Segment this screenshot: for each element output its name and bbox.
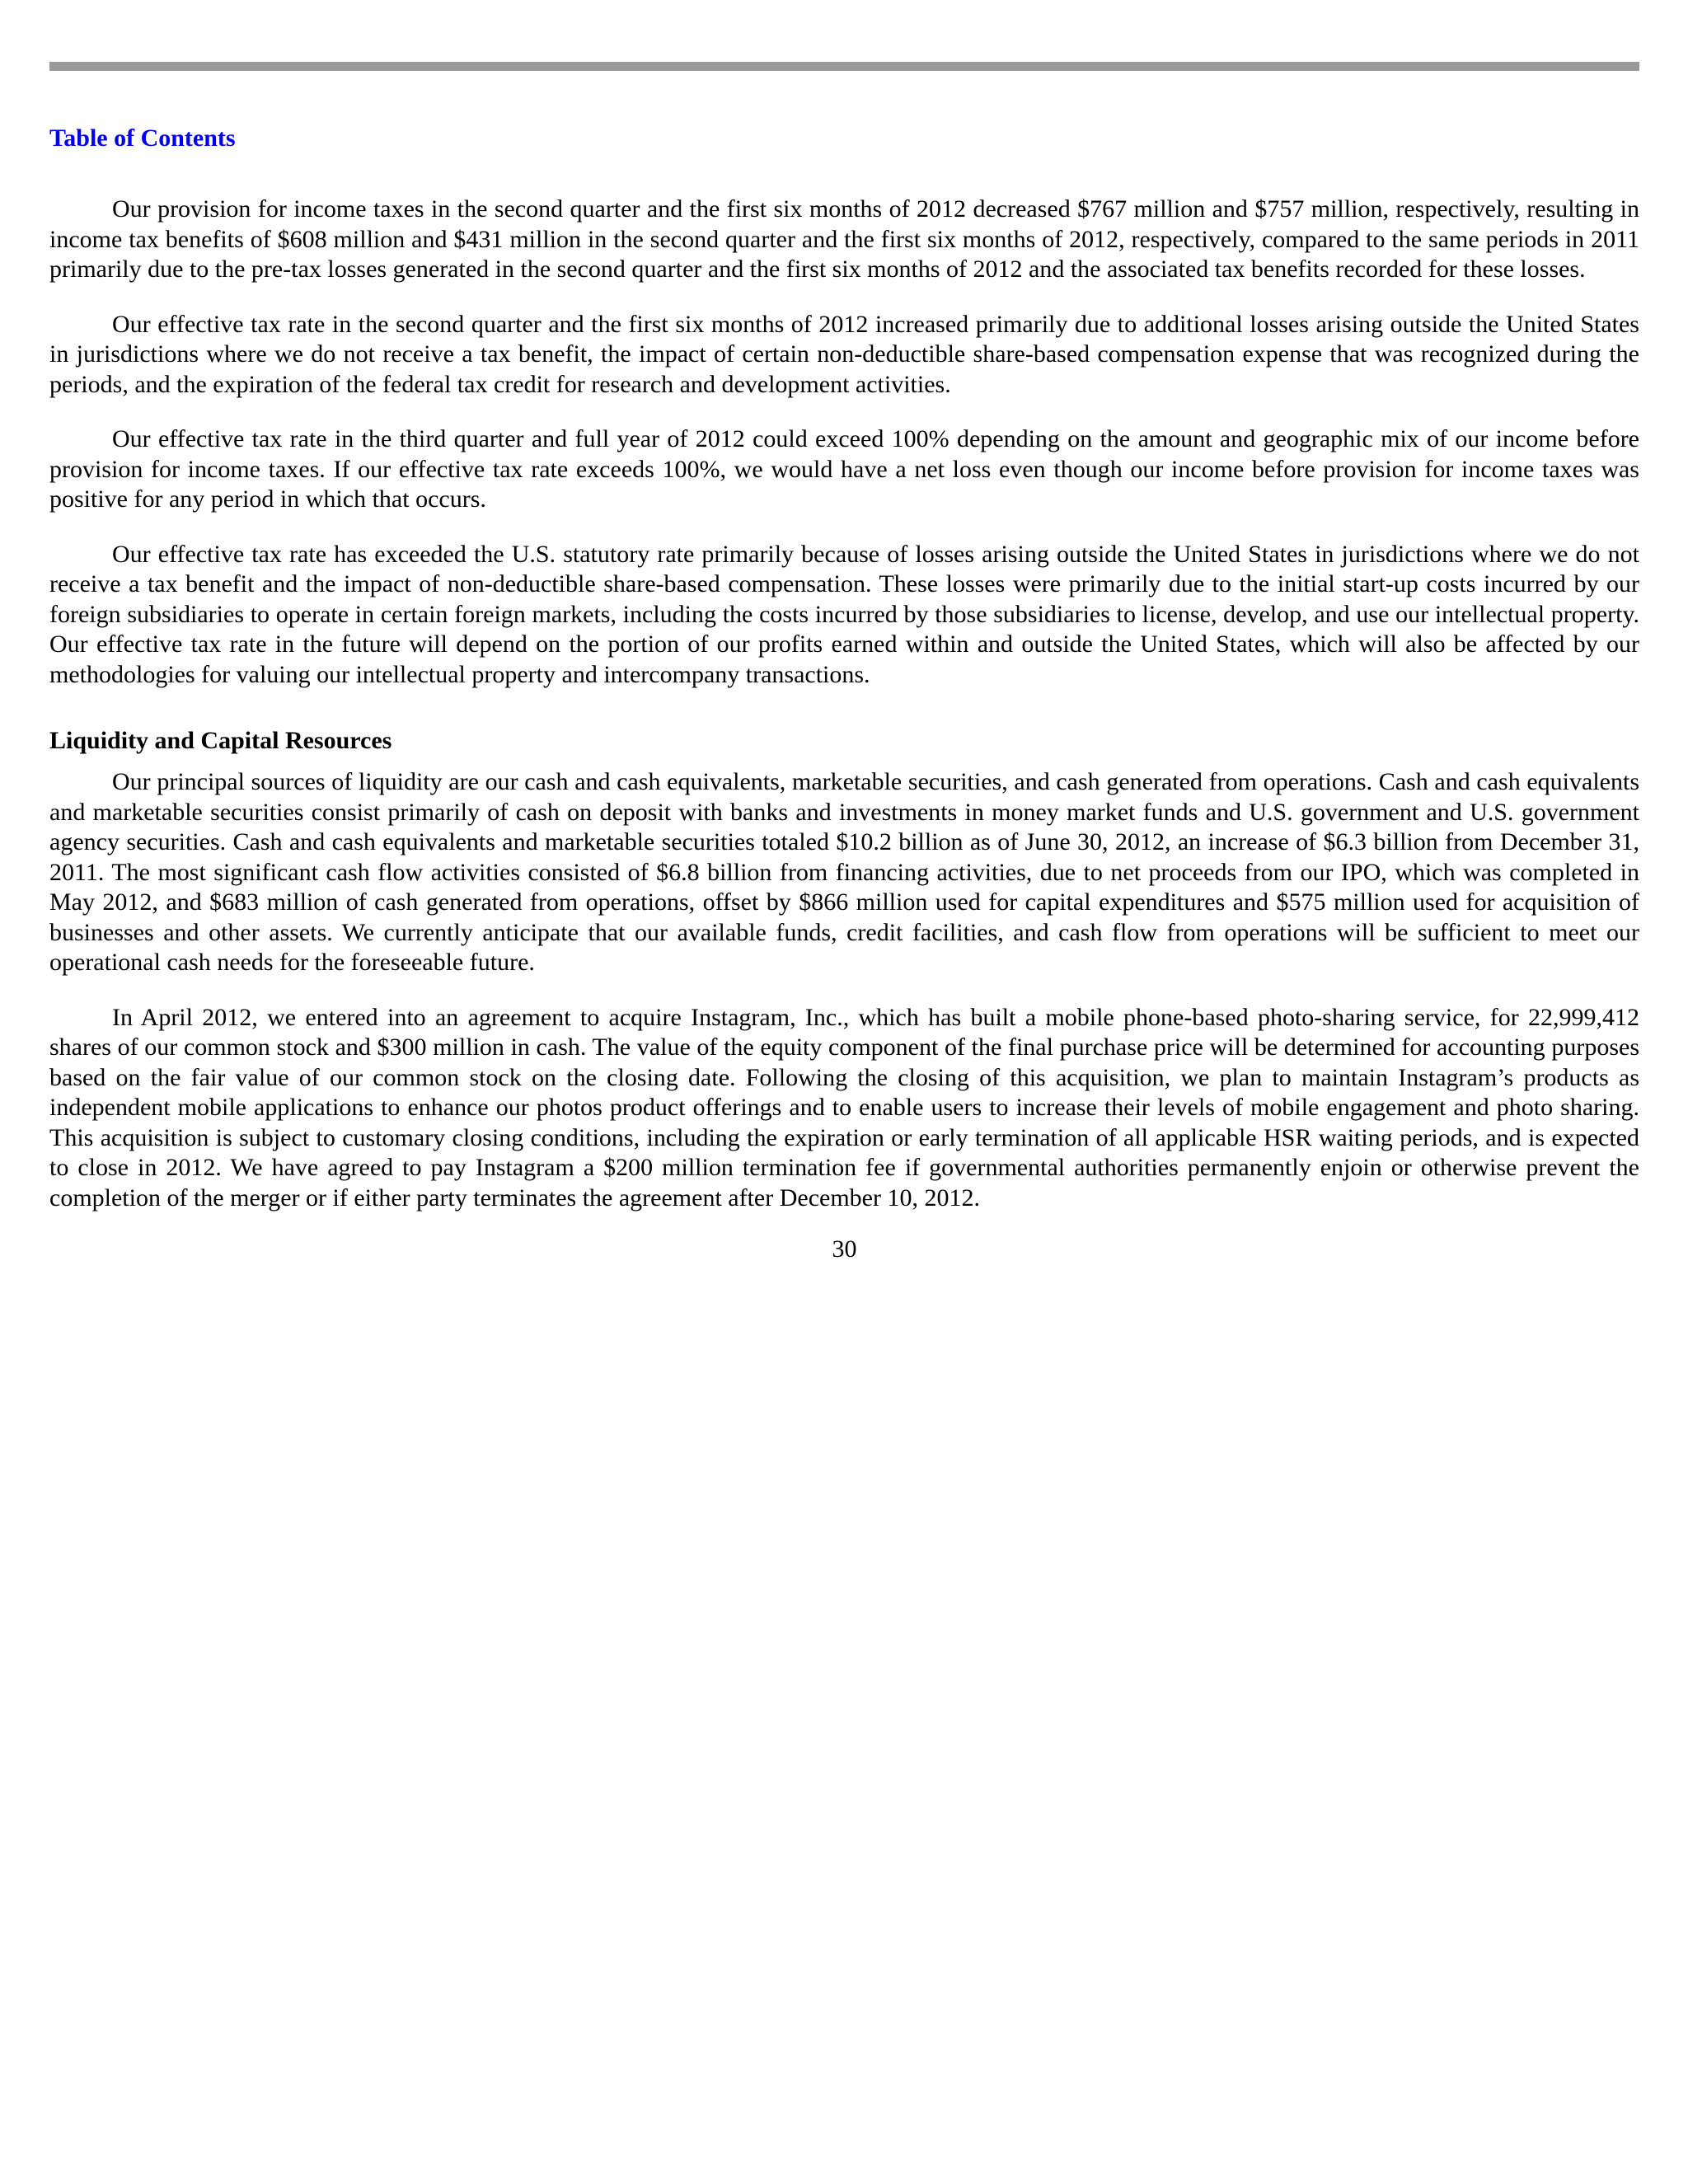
paragraph-effective-tax-rate-outlook: Our effective tax rate in the third quarter and full year of 2012 could exceed 100% depending on the amount and geographic mix of our income before provision for income taxes. If our effective tax rate exceeds 100%, we would have a net loss even though our income before provision for income taxes was positive for any period in which that occurs. <box>49 425 1639 513</box>
document-body <box>49 194 1639 1264</box>
paragraph-sources-of-liquidity: Our principal sources of liquidity are our cash and cash equivalents, marketable securities, and cash generated from operations. Cash and cash equivalents and marketable securities consist primarily of cash on deposit with banks and investments in money market funds and U.S. government and U.S. government agency securities. Cash and cash equivalents and marketable securities totaled $10.2 billion as of June 30, 2012, an increase of $6.3 billion from December 31, 2011. The most significant cash flow activities consisted of $6.8 billion from financing activities, due to net proceeds from our IPO, which was completed in May 2012, and $683 million of cash generated from operations, offset by $866 million used for capital expenditures and $575 million used for acquisition of businesses and other assets. We currently anticipate that our available funds, credit facilities, and cash flow from operations will be sufficient to meet our operational cash needs for the foreseeable future. <box>49 768 1639 976</box>
paragraph-income-tax-provision: Our provision for income taxes in the second quarter and the first six months of 2012 decreased $767 million and $757 million, respectively, resulting in income tax benefits of $608 million and $431 million in the second quarter and the first six months of 2012, respectively, compared to the same periods in 2011 primarily due to the pre-tax losses generated in the second quarter and the first six months of 2012 and the associated tax benefits recorded for these losses. <box>49 195 1639 283</box>
table-of-contents-link[interactable]: Table of Contents <box>49 124 236 152</box>
paragraph-statutory-rate: Our effective tax rate has exceeded the U.S. statutory rate primarily because of losses arising outside the United States in jurisdictions where we do not receive a tax benefit and the impact of non-deductible share-based compensation. These losses were primarily due to the initial start-up costs incurred by our foreign subsidiaries to operate in certain foreign markets, including the costs incurred by those subsidiaries to license, develop, and use our intellectual property. Our effective tax rate in the future will depend on the portion of our profits earned within and outside the United States, which will also be affected by our methodologies for valuing our intellectual property and intercompany transactions. <box>49 540 1639 688</box>
paragraph-effective-tax-rate-increase: Our effective tax rate in the second quarter and the first six months of 2012 increased primarily due to additional losses arising outside the United States in jurisdictions where we do not receive a tax benefit, the impact of certain non-deductible share-based compensation expense that was recognized during the periods, and the expiration of the federal tax credit for research and development activities. <box>49 310 1639 398</box>
page-number: 30 <box>832 1235 857 1263</box>
section-heading-liquidity: Liquidity and Capital Resources <box>49 727 392 754</box>
top-divider <box>49 62 1639 71</box>
paragraph-instagram-acquisition: In April 2012, we entered into an agreement to acquire Instagram, Inc., which has built a mobile phone-based photo-sharing service, for 22,999,412 shares of our common stock and $300 million in cash. The value of the equity component of the final purchase price will be determined for accounting purposes based on the fair value of our common stock on the closing date. Following the closing of this acquisition, we plan to maintain Instagram’s products as independent mobile applications to enhance our photos product offerings and to enable users to increase their levels of mobile engagement and photo sharing. This acquisition is subject to customary closing conditions, including the expiration or early termination of all applicable HSR waiting periods, and is expected to close in 2012. We have agreed to pay Instagram a $200 million termination fee if governmental authorities permanently enjoin or otherwise prevent the completion of the merger or if either party terminates the agreement after December 10, 2012. <box>49 1003 1639 1212</box>
